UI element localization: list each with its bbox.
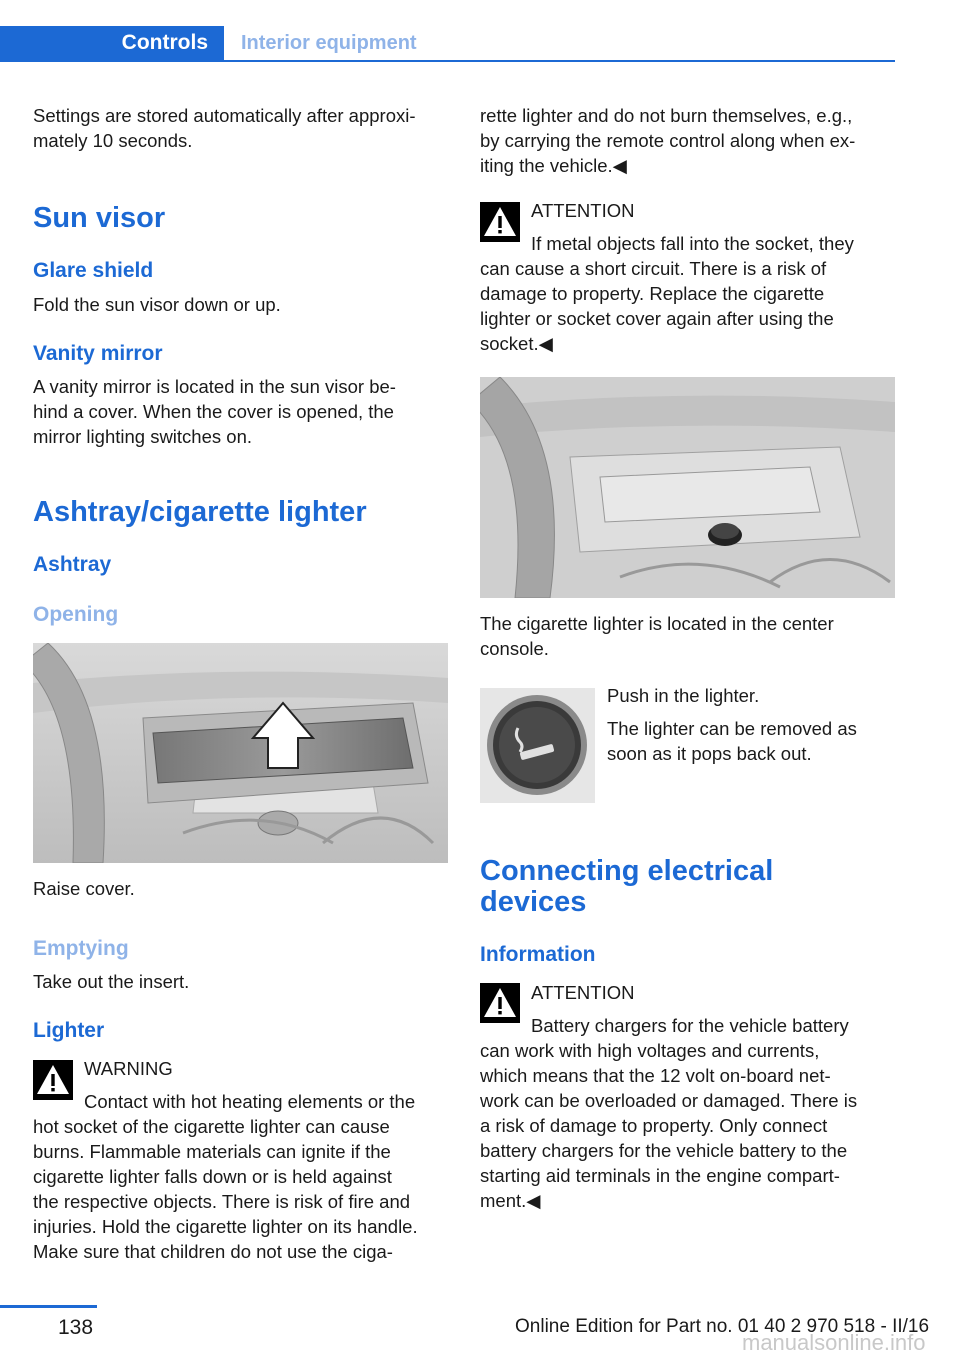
glare-shield-heading: Glare shield [33, 259, 154, 282]
lighter-heading: Lighter [33, 1019, 105, 1042]
attention-label-1: ATTENTION [531, 200, 635, 221]
cigarette-lighter-button-icon [480, 688, 595, 803]
attention-triangle-icon [480, 202, 520, 242]
attention-triangle-icon-2 [480, 983, 520, 1023]
attention-text-1-first-line: If metal objects fall into the socket, they [531, 233, 854, 254]
page-header [0, 26, 895, 62]
attention-text-2-first-line: Battery chargers for the vehicle battery [531, 1015, 849, 1036]
raise-cover-text: Raise cover. [33, 878, 135, 899]
cigarette-lighter-location-image [480, 377, 895, 598]
intro-text: Settings are stored automatically after approxi- mately 10 seconds. [33, 105, 416, 151]
continued-warning-text: rette lighter and do not burn themselves, e.g., by carrying the remote control along when ex- iting the vehicle.◀ [480, 105, 856, 176]
page-number: 138 [58, 1316, 94, 1339]
attention-label-2: ATTENTION [531, 982, 635, 1003]
information-heading: Information [480, 943, 596, 966]
push-lighter-text: Push in the lighter. [607, 685, 760, 706]
header-tab-interior-equipment: Interior equipment [241, 32, 417, 54]
header-rule [0, 60, 895, 62]
emptying-text: Take out the insert. [33, 971, 190, 992]
warning-text-first-line: Contact with hot heating elements or the [84, 1091, 416, 1112]
warning-label: WARNING [84, 1058, 173, 1079]
glare-shield-text: Fold the sun visor down or up. [33, 294, 281, 315]
warning-triangle-icon [33, 1060, 73, 1100]
connecting-devices-heading: Connecting electrical devices [480, 855, 774, 918]
footer-rule [0, 1305, 97, 1308]
opening-heading: Opening [33, 603, 119, 626]
ashtray-heading: Ashtray [33, 553, 112, 576]
ashtray-opening-image [33, 643, 448, 863]
sun-visor-heading: Sun visor [33, 202, 166, 234]
watermark: manualsonline.info [742, 1330, 926, 1355]
attention-text-2: can work with high voltages and currents, which means that the 12 volt on-board net- work can be overloaded or damaged. There is a risk of damage to property. Only connect battery chargers for the vehicle battery to the starting aid terminals in the engine compart- ment.◀ [480, 1040, 858, 1211]
edition-text: Online Edition for Part no. 01 40 2 970 518 - II/16 [515, 1316, 930, 1337]
emptying-heading: Emptying [33, 937, 129, 960]
remove-lighter-text: The lighter can be removed as soon as it pops back out. [607, 718, 857, 764]
warning-text: hot socket of the cigarette lighter can cause burns. Flammable materials can ignite if the cigarette lighter falls down or is held against the respective objects. There is risk of fire and injuries. Hold the cigarette lighter on its handle. Make sure that children do not use the ciga- [33, 1116, 418, 1262]
vanity-mirror-text: A vanity mirror is located in the sun visor be- hind a cover. When the cover is opened, the mirror lighting switches on. [33, 376, 396, 447]
ashtray-lighter-heading: Ashtray/cigarette lighter [33, 496, 367, 528]
attention-text-1: can cause a short circuit. There is a risk of damage to property. Replace the cigarette lighter or socket cover again after using the socket.◀ [480, 258, 834, 354]
vanity-mirror-heading: Vanity mirror [33, 342, 163, 365]
header-tab-controls: Controls [0, 26, 224, 60]
lighter-location-text: The cigarette lighter is located in the center console. [480, 613, 834, 659]
